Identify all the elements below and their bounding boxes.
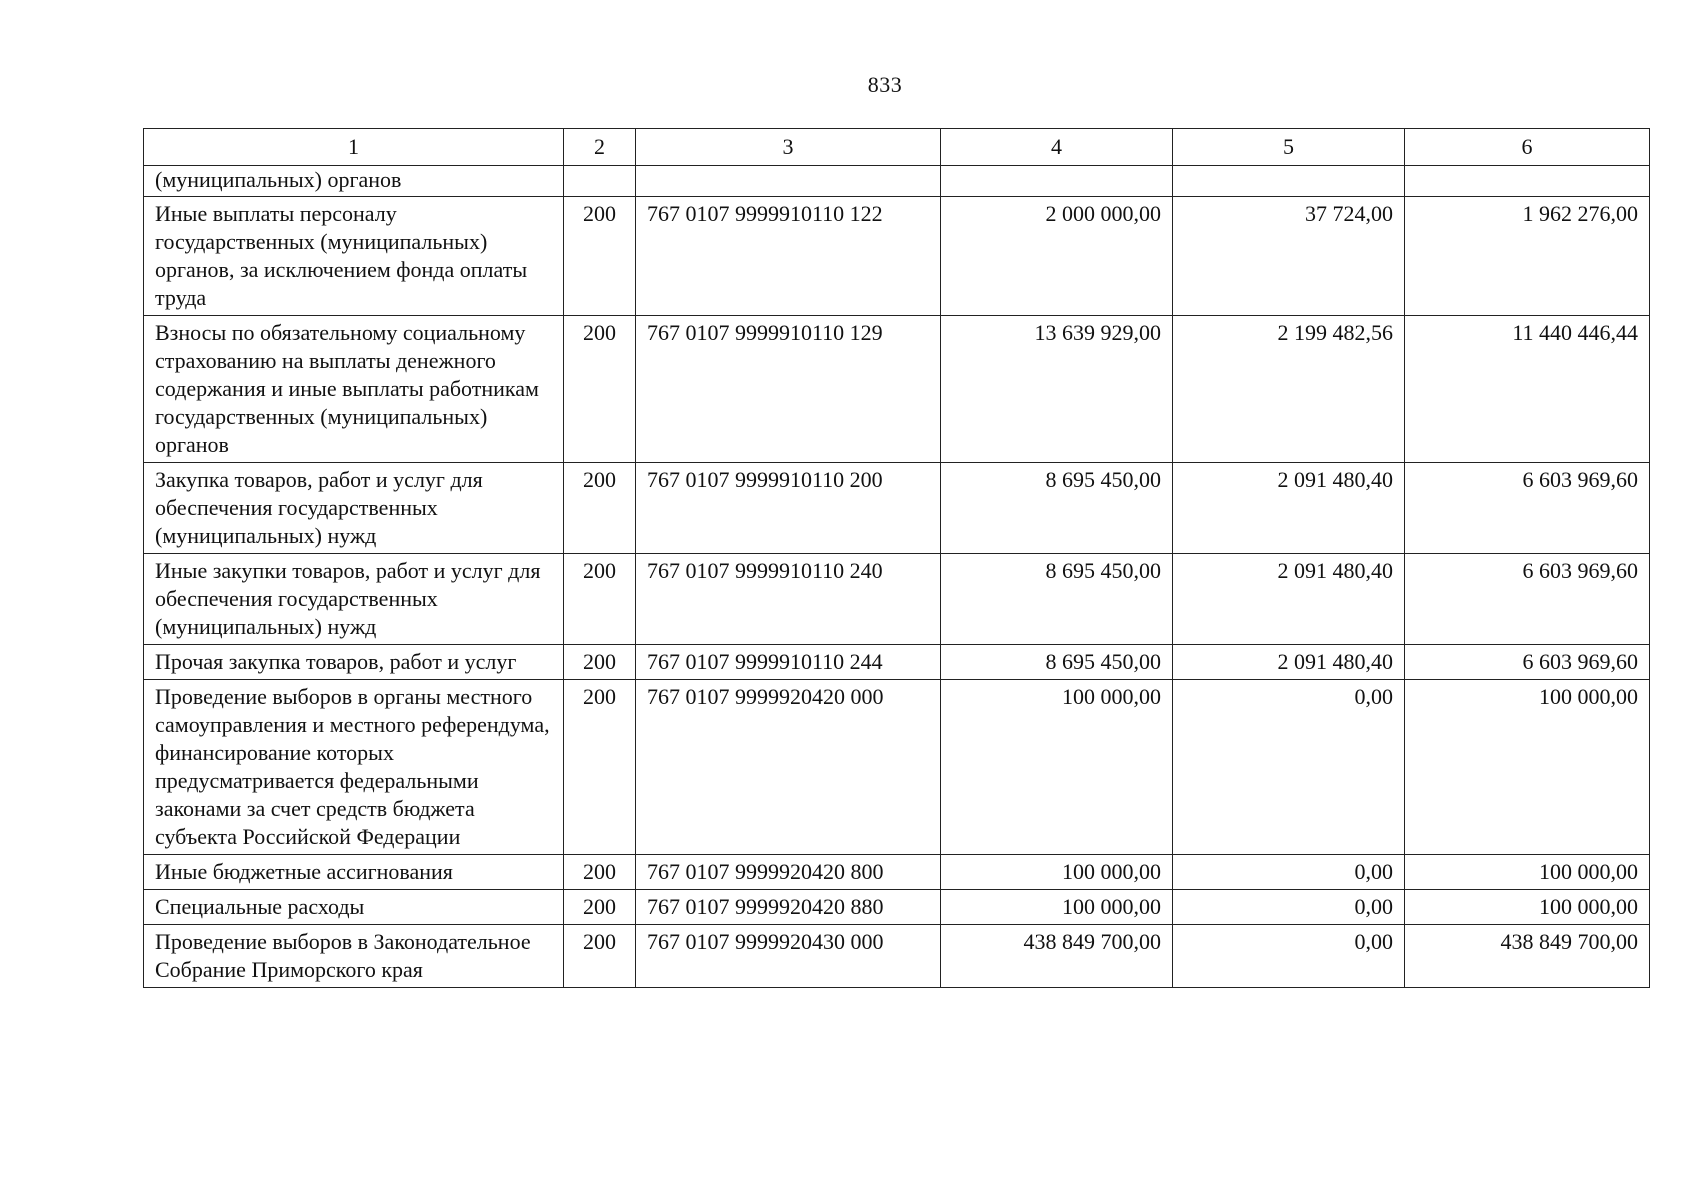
table-row bbox=[144, 197, 1650, 316]
row-name-cell: Проведение выборов в Законодательное Собрание Приморского края bbox=[144, 925, 564, 988]
row-grbs-cell: 200 bbox=[564, 463, 636, 554]
row-grbs-cell: 200 bbox=[564, 680, 636, 855]
row-grbs-cell: 200 bbox=[564, 197, 636, 316]
table-header-row bbox=[144, 129, 1650, 166]
row-approved-cell: 8 695 450,00 bbox=[941, 645, 1173, 680]
row-approved-cell bbox=[941, 166, 1173, 197]
table-row bbox=[144, 166, 1650, 197]
row-grbs-cell: 200 bbox=[564, 890, 636, 925]
row-executed-cell: 0,00 bbox=[1173, 925, 1405, 988]
row-code-cell: 767 0107 9999920420 000 bbox=[636, 680, 941, 855]
row-name-cell: Проведение выборов в органы местного самоуправления и местного референдума, финансирование которых предусматривается федеральными законами за счет средств бюджета субъекта Российской Федерации bbox=[144, 680, 564, 855]
row-grbs-cell bbox=[564, 166, 636, 197]
row-name-cell: Взносы по обязательному социальному страхованию на выплаты денежного содержания и иные выплаты работникам государственных (муниципальных) органов bbox=[144, 316, 564, 463]
row-remaining-cell: 6 603 969,60 bbox=[1405, 554, 1650, 645]
row-approved-cell: 13 639 929,00 bbox=[941, 316, 1173, 463]
row-approved-cell: 438 849 700,00 bbox=[941, 925, 1173, 988]
row-executed-cell bbox=[1173, 166, 1405, 197]
row-grbs-cell: 200 bbox=[564, 316, 636, 463]
table-row bbox=[144, 645, 1650, 680]
column-header-3: 3 bbox=[636, 129, 941, 166]
table-row bbox=[144, 890, 1650, 925]
column-header-5: 5 bbox=[1173, 129, 1405, 166]
table-row bbox=[144, 554, 1650, 645]
row-code-cell: 767 0107 9999910110 244 bbox=[636, 645, 941, 680]
row-executed-cell: 0,00 bbox=[1173, 855, 1405, 890]
row-remaining-cell: 1 962 276,00 bbox=[1405, 197, 1650, 316]
row-executed-cell: 2 091 480,40 bbox=[1173, 463, 1405, 554]
row-remaining-cell: 6 603 969,60 bbox=[1405, 463, 1650, 554]
row-remaining-cell bbox=[1405, 166, 1650, 197]
row-code-cell: 767 0107 9999910110 240 bbox=[636, 554, 941, 645]
row-code-cell: 767 0107 9999920420 800 bbox=[636, 855, 941, 890]
row-name-cell: Иные выплаты персоналу государственных (муниципальных) органов, за исключением фонда оплаты труда bbox=[144, 197, 564, 316]
row-name-cell: Прочая закупка товаров, работ и услуг bbox=[144, 645, 564, 680]
row-name-cell: Специальные расходы bbox=[144, 890, 564, 925]
row-remaining-cell: 6 603 969,60 bbox=[1405, 645, 1650, 680]
row-name-cell: Иные бюджетные ассигнования bbox=[144, 855, 564, 890]
row-grbs-cell: 200 bbox=[564, 645, 636, 680]
row-remaining-cell: 100 000,00 bbox=[1405, 855, 1650, 890]
column-header-6: 6 bbox=[1405, 129, 1650, 166]
row-approved-cell: 8 695 450,00 bbox=[941, 463, 1173, 554]
row-approved-cell: 100 000,00 bbox=[941, 680, 1173, 855]
row-name-cell: Иные закупки товаров, работ и услуг для обеспечения государственных (муниципальных) нужд bbox=[144, 554, 564, 645]
row-approved-cell: 8 695 450,00 bbox=[941, 554, 1173, 645]
row-approved-cell: 100 000,00 bbox=[941, 855, 1173, 890]
row-executed-cell: 2 091 480,40 bbox=[1173, 645, 1405, 680]
row-executed-cell: 0,00 bbox=[1173, 890, 1405, 925]
row-code-cell: 767 0107 9999910110 200 bbox=[636, 463, 941, 554]
row-executed-cell: 2 199 482,56 bbox=[1173, 316, 1405, 463]
row-remaining-cell: 100 000,00 bbox=[1405, 680, 1650, 855]
row-approved-cell: 100 000,00 bbox=[941, 890, 1173, 925]
table-row bbox=[144, 316, 1650, 463]
row-code-cell: 767 0107 9999920430 000 bbox=[636, 925, 941, 988]
budget-table bbox=[143, 128, 1650, 988]
row-remaining-cell: 100 000,00 bbox=[1405, 890, 1650, 925]
table-row bbox=[144, 925, 1650, 988]
column-header-1: 1 bbox=[144, 129, 564, 166]
row-executed-cell: 2 091 480,40 bbox=[1173, 554, 1405, 645]
row-executed-cell: 0,00 bbox=[1173, 680, 1405, 855]
row-remaining-cell: 438 849 700,00 bbox=[1405, 925, 1650, 988]
row-grbs-cell: 200 bbox=[564, 554, 636, 645]
table-row bbox=[144, 680, 1650, 855]
row-code-cell bbox=[636, 166, 941, 197]
column-header-2: 2 bbox=[564, 129, 636, 166]
row-code-cell: 767 0107 9999910110 129 bbox=[636, 316, 941, 463]
table-row bbox=[144, 463, 1650, 554]
row-approved-cell: 2 000 000,00 bbox=[941, 197, 1173, 316]
row-name-cell: Закупка товаров, работ и услуг для обеспечения государственных (муниципальных) нужд bbox=[144, 463, 564, 554]
row-remaining-cell: 11 440 446,44 bbox=[1405, 316, 1650, 463]
row-name-cell: (муниципальных) органов bbox=[144, 166, 564, 197]
row-executed-cell: 37 724,00 bbox=[1173, 197, 1405, 316]
row-code-cell: 767 0107 9999920420 880 bbox=[636, 890, 941, 925]
page-number: 833 bbox=[867, 72, 903, 97]
row-grbs-cell: 200 bbox=[564, 925, 636, 988]
row-code-cell: 767 0107 9999910110 122 bbox=[636, 197, 941, 316]
column-header-4: 4 bbox=[941, 129, 1173, 166]
row-grbs-cell: 200 bbox=[564, 855, 636, 890]
table-row bbox=[144, 855, 1650, 890]
